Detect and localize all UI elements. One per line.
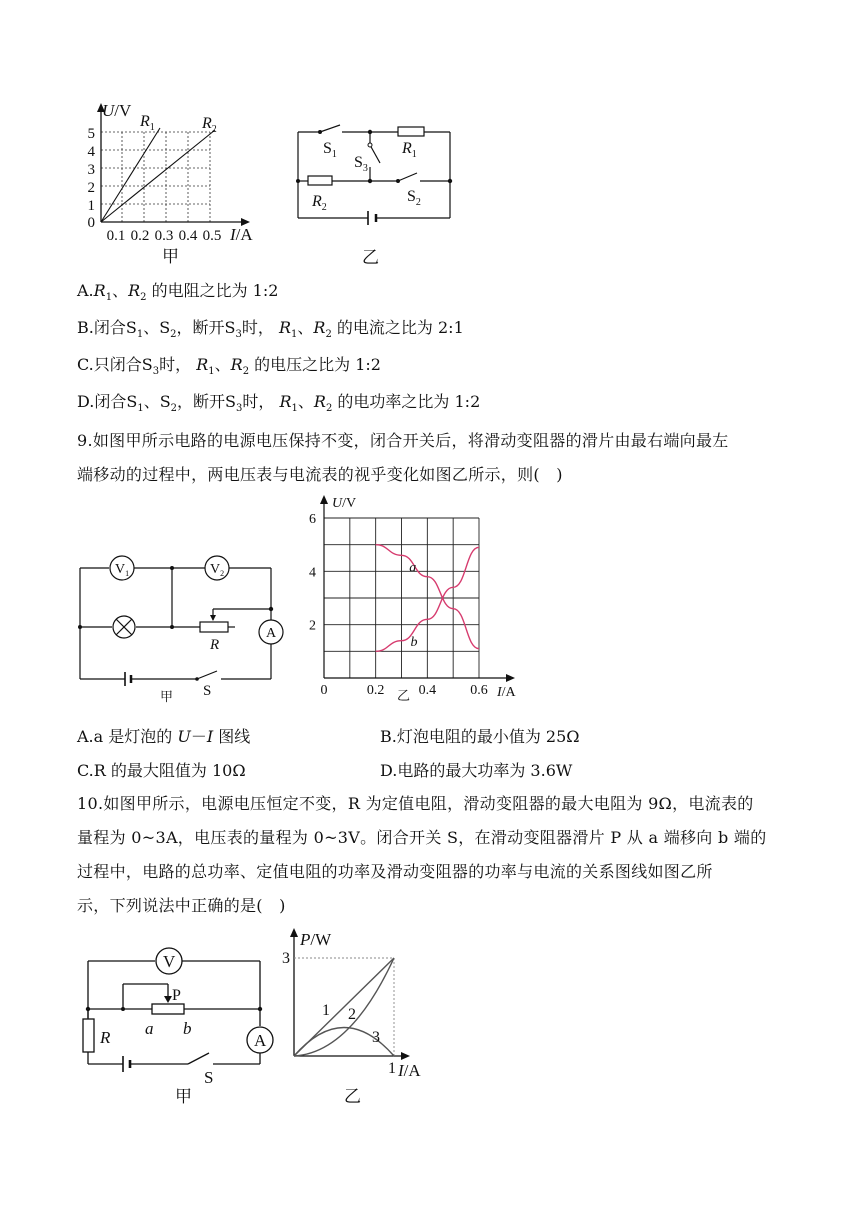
svg-text:3: 3 (87, 162, 95, 178)
label-p: P (172, 987, 181, 1004)
label-ammeter: A (254, 1031, 267, 1050)
q8-ui-graph (80, 100, 270, 265)
caption-jia: 甲 (175, 1087, 192, 1106)
q10-circuit (75, 940, 285, 1110)
q10-stem-line4: 示，下列说法中正确的是( ) (77, 896, 286, 915)
label-r: R (210, 637, 220, 653)
x-axis-label: I/A (497, 685, 516, 700)
y-tick-3: 3 (282, 950, 290, 967)
tick-labels (309, 512, 488, 698)
q8-option-a: $A.R_1$、$R_2$ 的电阻之比为 1:2 (77, 281, 279, 304)
y-axis-label: U/V (102, 101, 132, 120)
y-axis-label: U/V (332, 496, 357, 511)
svg-text:0.4: 0.4 (178, 228, 198, 244)
curve-label-3: 3 (372, 1029, 380, 1046)
label-r1: $R_1$ (140, 113, 155, 133)
grid-lines (324, 518, 479, 678)
q10-stem (77, 787, 797, 923)
q10-power-graph (280, 925, 440, 1110)
label-v: V (163, 952, 176, 971)
label-a: A (266, 626, 277, 641)
label-v2: $V_2$ (210, 562, 225, 578)
label-s3: $S_3$ (354, 154, 368, 174)
label-s2: $S_2$ (407, 188, 421, 208)
q10-stem-line3: 过程中，电路的总功率、定值电阻的功率及滑动变阻器的功率与电流的关系图线如图乙所 (77, 862, 713, 881)
q9-stem-line2: 端移动的过程中，两电压表与电流表的视乎变化如图乙所示，则( ) (77, 465, 563, 484)
caption-yi: 乙 (397, 688, 411, 703)
svg-text:0.2: 0.2 (130, 228, 150, 244)
q9-option-c: C.R 的最大阻值为 10Ω (77, 761, 246, 780)
q9-ui-chart (300, 492, 530, 704)
series-label-b: b (410, 635, 418, 650)
svg-text:0.5: 0.5 (202, 228, 222, 244)
q9-stem-line1: 9.如图甲所示电路的电源电压保持不变，闭合开关后，将滑动变阻器的滑片由最右端向最左 (77, 431, 729, 450)
x-axis-label: I/A (230, 225, 253, 244)
q9-option-a: A.a 是灯泡的 U－I 图线 (77, 727, 251, 746)
label-r2: $R_2$ (312, 193, 327, 213)
svg-text:2: 2 (87, 180, 95, 196)
label-s1: $S_1$ (323, 140, 337, 160)
series-label-a: a (409, 560, 417, 576)
y-axis-label: P/W (300, 930, 332, 949)
label-r1: $R_1$ (402, 140, 417, 160)
label-s: S (203, 683, 212, 699)
label-r: R (100, 1028, 111, 1047)
y-tick-label: 2 (309, 618, 316, 634)
caption-yi: 乙 (344, 1087, 361, 1106)
svg-text:0.3: 0.3 (154, 228, 174, 244)
x-axis-label: I/A (398, 1061, 421, 1080)
y-tick-label: 4 (309, 565, 316, 581)
label-s: S (204, 1068, 214, 1087)
label-b-end: b (183, 1019, 192, 1038)
svg-text:1: 1 (87, 198, 95, 214)
caption-yi: 乙 (362, 248, 379, 265)
q8-option-b: B.闭合$S_1$、$S_2$，断开$S_3$时， $R_1$、$R_2$ 的电流之比为 2:1 (77, 318, 464, 341)
x-tick-label: 0.4 (418, 683, 437, 698)
q10-stem-line1: 10.如图甲所示，电源电压恒定不变，R 为定值电阻，滑动变阻器的最大电阻为 9Ω，电流表的 (77, 794, 754, 813)
q9-circuit (75, 548, 295, 703)
label-v1: $V_1$ (115, 562, 130, 578)
q8-circuit (290, 115, 460, 265)
curve-label-2: 2 (348, 1006, 356, 1023)
q9-stem (77, 424, 797, 492)
q9-option-d: D.电路的最大功率为 3.6W (380, 761, 573, 780)
caption-jia: 甲 (162, 247, 179, 265)
x-tick-label: 0.2 (366, 683, 385, 698)
label-r2: $R_2$ (202, 115, 217, 135)
line-r2 (101, 130, 215, 222)
svg-text:4: 4 (87, 144, 95, 160)
y-tick-label: 6 (309, 512, 316, 527)
q9-option-b: B.灯泡电阻的最小值为 25Ω (380, 727, 580, 746)
q8-option-d: D.闭合$S_1$、$S_2$，断开$S_3$时， $R_1$、$R_2$ 的电功率之比为 1:2 (77, 392, 481, 415)
svg-text:5: 5 (87, 126, 95, 142)
q8-option-c: C.只闭合$S_3$时， $R_1$、$R_2$ 的电压之比为 1:2 (77, 355, 381, 378)
svg-text:0: 0 (87, 215, 95, 231)
x-tick-1: 1 (388, 1060, 396, 1077)
x-tick-label: 0.6 (470, 683, 488, 698)
line-r1 (101, 128, 160, 222)
label-a-end: a (145, 1019, 154, 1038)
x-tick-labels (107, 228, 222, 244)
curve-label-1: 1 (322, 1002, 330, 1019)
y-tick-labels (88, 126, 96, 231)
svg-text:0.1: 0.1 (106, 228, 126, 244)
x-tick-label: 0 (320, 683, 328, 698)
caption-jia: 甲 (160, 689, 174, 703)
q10-stem-line2: 量程为 0~3A，电压表的量程为 0~3V。闭合开关 S，在滑动变阻器滑片 P 从 a 端移向 b 端的 (77, 828, 767, 847)
